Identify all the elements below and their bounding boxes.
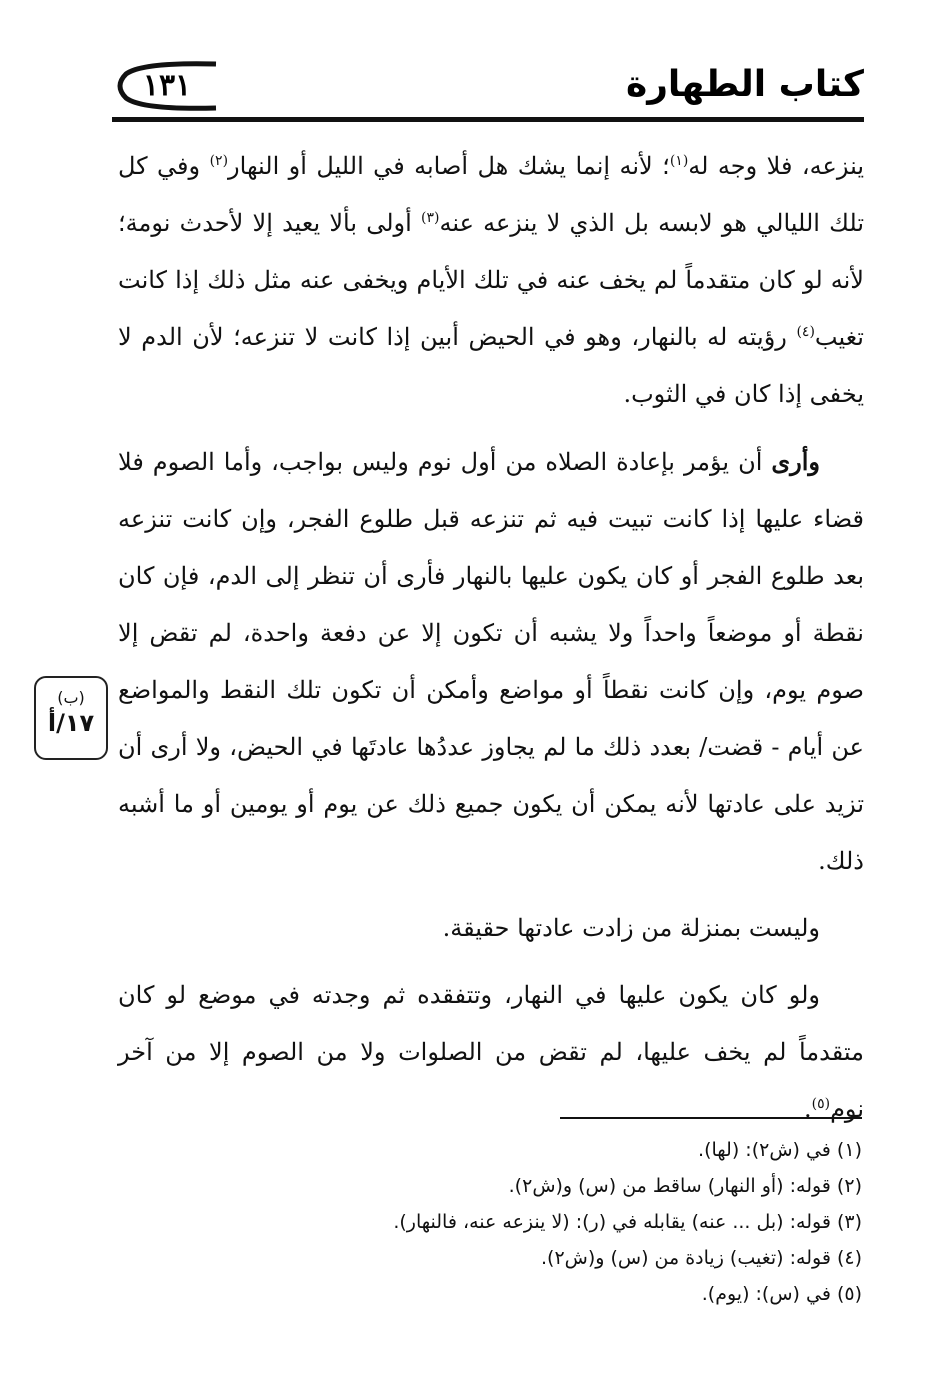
paragraph (118, 900, 864, 957)
footnote: (١) في (ش٢): (لها). (698, 1139, 862, 1161)
footnote: (٢) قوله: (أو النهار) ساقط من (س) و(ش٢). (508, 1175, 862, 1197)
footnote-reference[interactable]: (٤) (796, 324, 815, 340)
text-run: وليست بمنزلة من زادت عادتها حقيقة. (442, 914, 820, 942)
text-run: ولو كان يكون عليها في النهار، وتتفقده ثم وجدته في موضع لو كان متقدماً لم يخف عليها، لم تقض من الصلوات ولا من الصوم إلا من آخر نوم (118, 981, 864, 1123)
text-run: رؤيته له بالنهار، وهو في الحيض أبين إذا كانت لا تنزعه؛ لأن الدم لا يخفى إذا كان في الثوب. (118, 323, 864, 408)
paragraph (118, 138, 864, 423)
footnote-reference[interactable]: (١) (669, 153, 689, 169)
text-run: وفي كل تلك الليالي هو لابسه بل الذي لا ينزعه عنه (118, 152, 864, 237)
text-run: أن يؤمر بإعادة الصلاه من أول نوم وليس بواجب، وأما الصوم فلا قضاء عليها إذا كانت تبيت فيه ثم تنزعه قبل طلوع الفجر، وإن كانت تنزعه بعد طلوع الفجر أو كان يكون عليها بالنهار فأرى أن تنظر إلى الدم، فإن كان نقطة أو موضعاً واحداً ولا يشبه أن تكون إلا عن دفعة واحدة، لم تقض إلا صوم يوم، وإن كانت نقطاً أو مواضع وأمكن أن تكون تلك النقط والمواضع عن أيام - قضت/ بعدد ذلك ما لم يجاوز عددُها عادتَها في الحيض، ولا أرى أن تزيد على عادتها لأنه يمكن أن يكون جميع ذلك عن يوم أو يومين أو ما أشبه ذلك. (118, 448, 864, 875)
text-run: . (803, 1095, 812, 1123)
footnote: (٤) قوله: (تغيب) زيادة من (س) و(ش٢). (540, 1247, 862, 1269)
text-run: ينزعه، فلا وجه له (688, 152, 864, 180)
main-text (118, 138, 864, 1148)
footnote-reference[interactable]: (٣) (420, 210, 440, 226)
footnote-divider (560, 1117, 862, 1119)
footnotes-list (118, 1132, 862, 1312)
paragraph (118, 433, 864, 890)
paragraph (118, 967, 864, 1138)
book-title: كتاب الطهارة (625, 64, 864, 105)
footnote-reference[interactable]: (٥) (811, 1096, 831, 1112)
header-divider (112, 117, 864, 122)
footnote: (٣) قوله: (بل ... عنه) يقابله في (ر): (لا ينزعه عنه، فالنهار). (393, 1211, 862, 1233)
manuscript-siglum: (ب) (57, 688, 85, 707)
text-run: أولى بألا يعيد إلا لأحدث نومة؛ لأنه لو كان متقدماً لم يخف عنه في تلك الأيام ويخفى عنه مثل ذلك إذا كانت تغيب (118, 209, 864, 351)
footnote-reference[interactable]: (٢) (209, 153, 229, 169)
page-number-badge (112, 60, 222, 112)
text-run: ؛ لأنه إنما يشك هل أصابه في الليل أو النهار (228, 152, 670, 180)
page-number: ١٣١ (142, 68, 192, 103)
folio-number: ١٧/أ (47, 709, 95, 737)
footnote: (٥) في (س): (يوم). (701, 1283, 862, 1305)
manuscript-folio-note (34, 676, 108, 760)
page-header (112, 56, 864, 122)
paragraph-lead-word: وأرى (771, 447, 820, 476)
